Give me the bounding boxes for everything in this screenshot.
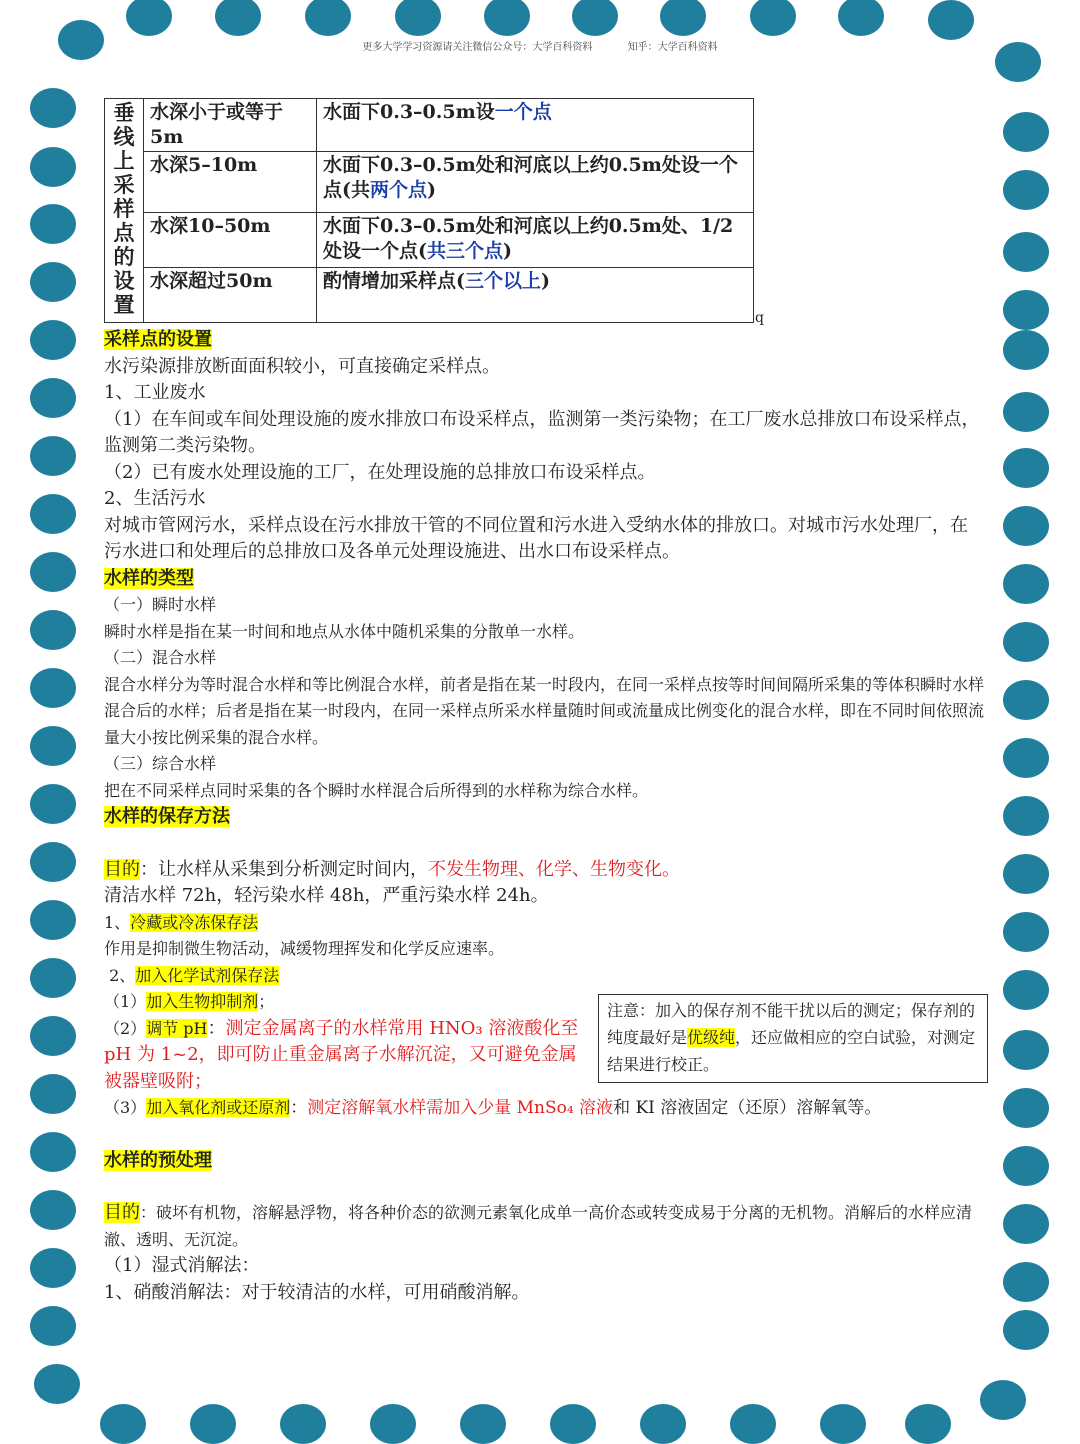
border-dot (550, 1404, 596, 1444)
border-dot (395, 0, 441, 36)
depth-cell: 水深5–10m (144, 152, 317, 213)
list-item: 1、硝酸消解法：对于较清洁的水样，可用硝酸消解。 (104, 1281, 530, 1303)
depth-cell: 水深小于或等于5m (144, 99, 317, 152)
border-dot (215, 0, 261, 36)
border-dot (1003, 1088, 1049, 1128)
paragraph: 作用是抑制微生物活动，减缓物理挥发和化学反应速率。 (104, 939, 505, 958)
list-heading: 1、冷藏或冷冻保存法 (104, 912, 259, 932)
border-dot (30, 436, 76, 476)
goal-line: 目的：让水样从采集到分析测定时间内，不发生物理、化学、生物变化。 (104, 858, 680, 880)
border-dot (838, 0, 884, 36)
border-dot (1003, 392, 1049, 432)
table-row (105, 268, 754, 323)
border-dot (1003, 970, 1049, 1010)
border-dot (190, 1404, 236, 1444)
section-title-pretreatment: 水样的预处理 (104, 1149, 212, 1171)
border-dot (280, 1404, 326, 1444)
border-dot (660, 0, 706, 36)
border-dot (1003, 112, 1049, 152)
rule-cell: 水面下0.3–0.5m设一个点 (317, 99, 754, 152)
border-dot (572, 0, 618, 36)
rule-cell: 水面下0.3–0.5m处和河底以上约0.5m处设一个点(共两个点) (317, 152, 754, 213)
border-dot (30, 552, 76, 592)
border-dot (1003, 854, 1049, 894)
border-dot (1003, 448, 1049, 488)
border-dot (30, 494, 76, 534)
vertical-label-cell: 垂 线 上 采 样 点 的 设 置 (105, 99, 144, 323)
border-dot (1003, 290, 1049, 330)
table-trailing-mark: q (755, 310, 764, 326)
border-dot (100, 1404, 146, 1444)
list-item: （3）加入氧化剂或还原剂：测定溶解氧水样需加入少量 MnSo₄ 溶液和 KI 溶液固定（还原）溶解氧等。 (104, 1098, 882, 1118)
list-heading: 1、工业废水 (104, 382, 206, 403)
border-dot (30, 204, 76, 244)
border-dot (1003, 1204, 1049, 1244)
border-dot (30, 88, 76, 128)
header-zhihu-note: 知乎：大学百科资料 (627, 42, 718, 53)
border-dot (34, 1364, 80, 1404)
border-dot (820, 1404, 866, 1444)
border-dot (980, 1380, 1026, 1420)
border-dot (30, 784, 76, 824)
border-dot (1003, 622, 1049, 662)
border-dot (305, 0, 351, 36)
border-dot (30, 900, 76, 940)
paragraph: 清洁水样 72h，轻污染水样 48h，严重污染水样 24h。 (104, 885, 549, 906)
border-dot (30, 262, 76, 302)
border-dot (30, 378, 76, 418)
border-dot (30, 1132, 76, 1172)
border-dot (928, 0, 974, 40)
border-dot (30, 842, 76, 882)
document-body (104, 98, 984, 1306)
rule-cell: 水面下0.3–0.5m处和河底以上约0.5m处、1/2处设一个点(共三个点) (317, 213, 754, 268)
border-dot (730, 1404, 776, 1444)
table-row (105, 152, 754, 213)
list-heading: 2、生活污水 (104, 488, 206, 509)
paragraph: 混合水样分为等时混合水样和等比例混合水样，前者是指在某一时段内，在同一采样点按等时间间隔所采集的等体积瞬时水样混合后的水样；后者是指在某一时段内，在同一采样点所采水样量随时间或流量成比例变化的混合水样，即在不同时间依照流量大小按比例采集的混合水样。 (104, 674, 985, 747)
paragraph: 把在不同采样点同时采集的各个瞬时水样混合后所得到的水样称为综合水样。 (104, 780, 649, 800)
border-dot (1003, 1310, 1049, 1350)
border-dot (1003, 680, 1049, 720)
paragraph: （2）已有废水处理设施的工厂，在处理设施的总排放口布设采样点。 (104, 461, 656, 483)
border-dot (30, 1016, 76, 1056)
border-dot (1003, 564, 1049, 604)
section-title-sampling-points: 采样点的设置 (104, 329, 212, 350)
border-dot (30, 1306, 76, 1346)
depth-cell: 水深超过50m (144, 268, 317, 323)
border-dot (30, 668, 76, 708)
border-dot (1003, 506, 1049, 546)
section-title-preservation: 水样的保存方法 (104, 806, 230, 827)
border-dot (30, 1248, 76, 1288)
border-dot (30, 320, 76, 360)
preservative-note-box: 注意：加入的保存剂不能干扰以后的测定；保存剂的纯度最好是优级纯，还应做相应的空白试验，对测定结果进行校正。 (598, 994, 988, 1083)
paragraph: （1）在车间或车间处理设施的废水排放口布设采样点，监测第一类污染物；在工厂废水总排放口布设采样点，监测第二类污染物。 (104, 408, 980, 456)
depth-cell: 水深10–50m (144, 213, 317, 268)
border-dot (370, 1404, 416, 1444)
paragraph: 对城市管网污水，采样点设在污水排放干管的不同位置和污水进入受纳水体的排放口。对城市污水处理厂，在污水进口和处理后的总排放口及各单元处理设施进、出水口布设采样点。 (104, 514, 968, 562)
border-dot (905, 1404, 951, 1444)
section-title-sample-types: 水样的类型 (104, 567, 194, 589)
list-heading: （二）混合水样 (104, 648, 217, 667)
list-heading: （1）湿式消解法： (104, 1255, 260, 1276)
border-dot (1003, 738, 1049, 778)
paragraph: 瞬时水样是指在某一时间和地点从水体中随机采集的分散单一水样。 (104, 621, 585, 641)
list-heading: （一）瞬时水样 (104, 595, 217, 614)
border-dot (1003, 1146, 1049, 1186)
paragraph: 水污染源排放断面面积较小，可直接确定采样点。 (104, 355, 500, 377)
border-dot (1003, 232, 1049, 272)
sampling-point-table (104, 98, 754, 323)
border-dot (1003, 912, 1049, 952)
border-dot (30, 610, 76, 650)
table-row (105, 99, 754, 152)
ph-adjust-item: （2）调节 pH：测定金属离子的水样常用 HNO₃ 溶液酸化至 pH 为 1~2，即可防止重金属离子水解沉淀，又可避免金属被器壁吸附； (104, 1017, 579, 1092)
border-dot (1003, 1262, 1049, 1302)
rule-cell: 酌情增加采样点(三个以上) (317, 268, 754, 323)
border-dot (126, 0, 172, 36)
list-item: （1）加入生物抑制剂； (104, 992, 275, 1011)
border-dot (484, 0, 530, 36)
border-dot (1003, 170, 1049, 210)
border-dot (460, 1404, 506, 1444)
border-dot (30, 1074, 76, 1114)
goal-line: 目的：破坏有机物，溶解悬浮物，将各种价态的欲测元素氧化成单一高价态或转变成易于分离的无机物。消解后的水样应清澈、透明、无沉淀。 (104, 1202, 973, 1249)
border-dot (30, 147, 76, 187)
border-dot (1003, 796, 1049, 836)
border-dot (30, 726, 76, 766)
border-dot (30, 958, 76, 998)
border-dot (1003, 330, 1049, 370)
page-header (0, 38, 1080, 53)
list-heading: 2、加入化学试剂保存法 (109, 965, 280, 985)
table-row (105, 213, 754, 268)
border-dot (640, 1404, 686, 1444)
border-dot (30, 1190, 76, 1230)
list-heading: （三）综合水样 (104, 754, 217, 773)
border-dot (1003, 1030, 1049, 1070)
header-wechat-note: 更多大学学习资源请关注微信公众号：大学百科资料 (362, 42, 593, 53)
border-dot (750, 0, 796, 36)
